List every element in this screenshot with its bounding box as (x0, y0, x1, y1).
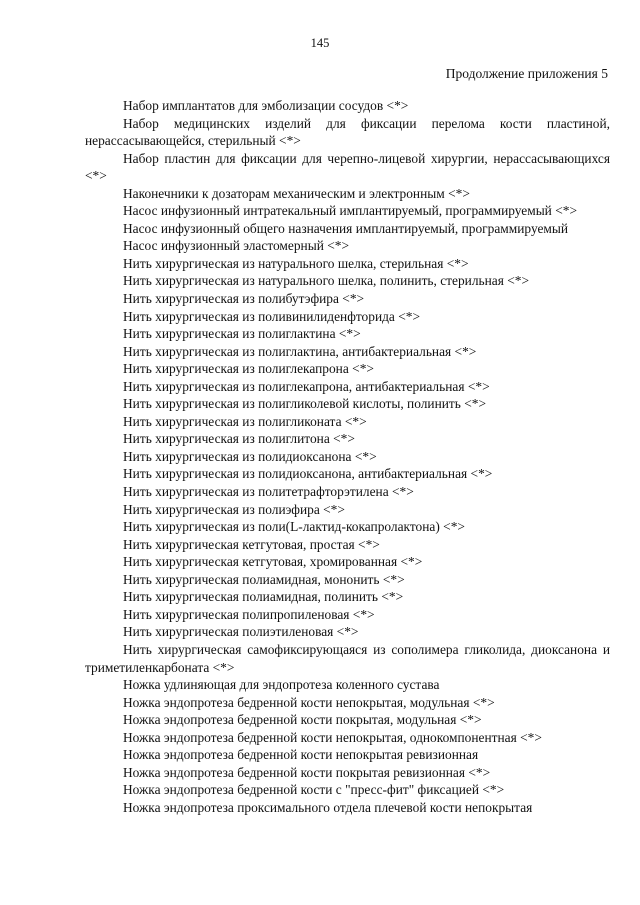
list-item: Нить хирургическая из полиглитона <*> (123, 431, 355, 447)
list-item: Нить хирургическая из полиглактина <*> (123, 326, 361, 342)
list-item: Нить хирургическая из полидиоксанона <*> (123, 448, 377, 464)
list-item: Нить хирургическая из полигликоната <*> (123, 413, 367, 429)
list-item: Ножка эндопротеза бедренной кости покрытая, модульная <*> (123, 712, 482, 728)
list-item: Ножка эндопротеза бедренной кости покрытая ревизионная <*> (123, 764, 491, 780)
list-item: Нить хирургическая из политетрафторэтилена <*> (123, 484, 414, 500)
list-item: Ножка эндопротеза бедренной кости непокрытая, однокомпонентная <*> (123, 729, 542, 745)
list-item: Нить хирургическая полиамидная, мононить <*> (123, 571, 405, 587)
list-item: Нить хирургическая полиамидная, полинить <*> (123, 589, 404, 605)
medical-devices-list (85, 97, 610, 816)
list-item: Нить хирургическая из полиэфира <*> (123, 501, 345, 517)
list-item: Насос инфузионный интратекальный имплантируемый, программируемый <*> (123, 203, 577, 219)
list-item: Нить хирургическая из поливинилиденфторида <*> (123, 308, 421, 324)
list-item: Набор имплантатов для эмболизации сосудов <*> (123, 98, 409, 113)
list-item: Нить хирургическая полипропиленовая <*> (123, 606, 375, 622)
list-item: Набор пластин для фиксации для черепно-лицевой хирургии, нерассасывающихся <*> (85, 150, 610, 184)
list-item: Нить хирургическая из натурального шелка, стерильная <*> (123, 255, 469, 271)
list-item: Нить хирургическая из полиглекапрона <*> (123, 361, 374, 377)
list-item: Насос инфузионный общего назначения имплантируемый, программируемый (123, 220, 569, 236)
list-item: Набор медицинских изделий для фиксации перелома кости пластиной, нерассасывающейся, стерильный <*> (85, 115, 610, 149)
list-item: Ножка эндопротеза бедренной кости непокрытая ревизионная (123, 747, 479, 763)
list-item: Ножка эндопротеза проксимального отдела плечевой кости непокрытая (123, 799, 533, 815)
list-item: Нить хирургическая из полибутэфира <*> (123, 291, 365, 307)
list-item: Нить хирургическая из полигликолевой кислоты, полинить <*> (123, 396, 487, 412)
list-item: Нить хирургическая кетгутовая, хромированная <*> (123, 554, 423, 570)
list-item: Насос инфузионный эластомерный <*> (123, 238, 350, 254)
list-item: Ножка удлиняющая для эндопротеза коленного сустава (123, 677, 440, 693)
list-item: Нить хирургическая из натурального шелка, полинить, стерильная <*> (123, 273, 530, 289)
list-item: Нить хирургическая из полидиоксанона, антибактериальная <*> (123, 466, 493, 482)
list-item: Нить хирургическая из поли(L-лактид-кокапролактона) <*> (123, 519, 465, 535)
list-item: Ножка эндопротеза бедренной кости с "пресс-фит" фиксацией <*> (123, 782, 505, 798)
appendix-continuation-note: Продолжение приложения 5 (445, 66, 608, 81)
list-item: Нить хирургическая самофиксирующаяся из сополимера гликолида, диоксанона и триметиленкарбоната <*> (85, 641, 610, 675)
page-number: 145 (310, 36, 330, 50)
list-item: Нить хирургическая из полиглекапрона, антибактериальная <*> (123, 378, 490, 394)
list-item: Нить хирургическая кетгутовая, простая <*> (123, 536, 380, 552)
list-item: Нить хирургическая из полиглактина, антибактериальная <*> (123, 343, 477, 359)
list-item: Нить хирургическая полиэтиленовая <*> (123, 624, 359, 640)
list-item: Наконечники к дозаторам механическим и электронным <*> (123, 185, 470, 201)
list-item: Ножка эндопротеза бедренной кости непокрытая, модульная <*> (123, 694, 495, 710)
